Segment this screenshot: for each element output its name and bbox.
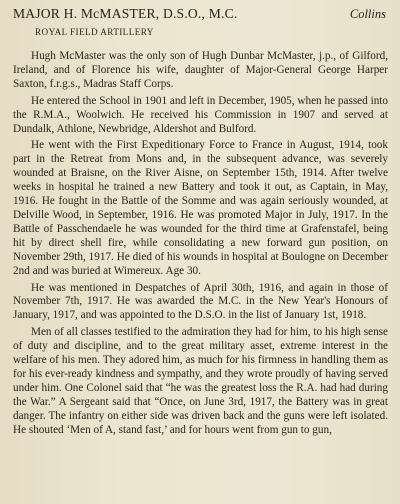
- page-header: [13, 6, 388, 23]
- officer-name-heading: MAJOR H. McMASTER, D.S.O., M.C.: [13, 6, 238, 21]
- house-name: Collins: [349, 7, 386, 21]
- paragraph-war-service: He went with the First Expeditionary Force to France in August, 1914, took part in the Retreat from Mons and, in the subsequent advance, was severely wounded at Braisne, on the River Aisne, on September 15th, 1914. After twelve weeks in hospital he trained a new Battery and took it out, as Captain, in May, 1916. He fought in the Battle of the Somme and was again seriously wounded, at Delville Wood, in September, 1916. He was promoted Major in July, 1917. In the Battle of Passchendaele he was wounded for the third time at Grafenstafel, being hit by direct shell fire, while consolidating a new forward gun position, on November 29th, 1917. He died of his wounds in hospital at Boulogne on December 2nd and was buried at Wimereux. Age 30.: [13, 139, 388, 277]
- regiment-subheading: ROYAL FIELD ARTILLERY: [35, 27, 154, 37]
- paragraph-family: Hugh McMaster was the only son of Hugh Dunbar McMaster, j.p., of Gilford, Ireland, and of Florence his wife, daughter of Major-General George Harper Saxton, f.r.g.s., Madras Staff Corps.: [13, 50, 388, 90]
- paragraph-honours: He was mentioned in Despatches of April 30th, 1916, and again in those of November 7th, 1917. He was awarded the M.C. in the New Year's Honours of January, 1917, and was appointed to the D.S.O. in the list of January 1st, 1918.: [13, 281, 388, 322]
- biography-text: [13, 50, 388, 437]
- paragraph-testimonials: Men of all classes testified to the admiration they had for him, to his high sense of duty and discipline, and to the great military asset, extreme interest in the welfare of his men. They adored him, as much for his firmness in handling them as for his ever-ready kindness and sympathy, and they wrote proudly of having served under him. One Colonel said that “he was the greatest loss the R.A. had had during the War.” A Sergeant said that “Once, on June 3rd, 1917, the Battery was in great danger. The infantry on either side was driven back and the guns were left isolated. He shouted ‘Men of A, stand fast,’ and for hours went from gun to gun,: [13, 326, 388, 436]
- paragraph-schooling: He entered the School in 1901 and left in December, 1905, when he passed into the R.M.A., Woolwich. He received his Commission in 1907 and served at Dundalk, Athlone, Newbridge, Aldershot and Bulford.: [13, 94, 388, 135]
